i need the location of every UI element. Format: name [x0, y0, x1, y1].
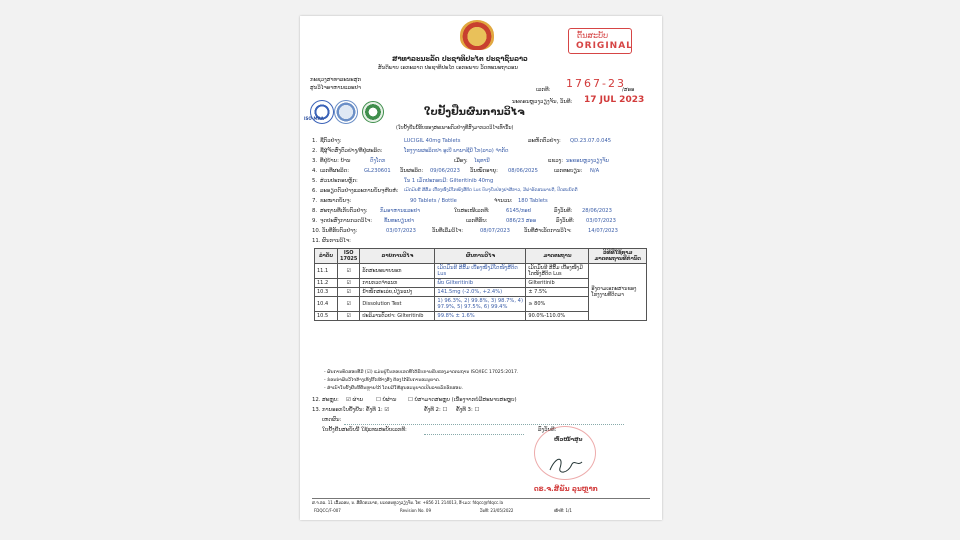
table-row: 10.5 ☑ ປະລິມານຕົວຢາ: Gilteritinib 99.8% ± 1.6% 90.0%-110.0% — [315, 312, 647, 321]
issuance-no: 13. — [312, 407, 321, 413]
replace-line — [424, 434, 524, 435]
document-subtitle: (ໃບຢັ້ງຢືນນີ້ຮັບຮອງສະເພາະຕົວຢ່າງທີ່ສົ່ງມາກວດວິໄຈເທົ່ານັ້ນ) — [396, 126, 514, 131]
replace-date-label: ລົງວັນທີ: — [538, 427, 557, 433]
note-1: - ຜົນການທົດສອບທີ່ມີ (☑) ແມ່ນຢູ່ໃນຂອບເຂດທີ່ໄດ້ຮັບການຮັບຮອງມາດຕະຖານ ISO/IEC 17025:2017. — [324, 370, 519, 375]
accreditation-logo-icon — [334, 100, 358, 124]
number-label: ເລກທີ: — [536, 87, 551, 93]
director-title: ຫົວໜ້າສູນ — [554, 437, 583, 443]
issuance-label: ການອອກໃບຢັ້ງຢືນ: ຄັ້ງທີ 1: ☑ — [322, 407, 390, 413]
replace-label: ໃບຢັ້ງຢືນສະບັບນີ້ ໃຊ້ແທນສະບັບເລກທີ: — [322, 427, 407, 433]
table-row: 10.3 ☑ ນ້ຳໜັກສະເລ່ຍ,ປ່ຽນແປງ 141.5mg (-2.0%, +2.4%) ± 7.5% — [315, 288, 647, 297]
footer-effective: ວັນທີ: 23/05/2022 — [480, 508, 514, 513]
number-suffix: /ສອອ — [622, 87, 635, 93]
date-label: ນະຄອນຫຼວງວຽງຈັນ, ວັນທີ: — [512, 99, 573, 105]
note-2: - ກ່ອນນຳຜົນວິໄຈຂ້າງເທິງນີ້ໄປອ້າງອີງ ຕ້ອງໄດ້ຮັບການອະນຸຍາດ. — [324, 378, 441, 383]
col-header-spec: ມາດຕະຖານ — [526, 249, 589, 264]
method-cell: ອີງຕາມເອກະສານຂອງໂຮງງານທີ່ຕິດມາ — [589, 264, 647, 321]
original-stamp: ຕົ້ນສະບັບ ORIGINAL — [568, 28, 632, 54]
iso-mra-label: ISO-MRA — [304, 116, 324, 121]
date-value: 17 JUL 2023 — [584, 95, 645, 105]
document-title: ໃບຢັ້ງຢືນຜົນການວິໄຈ — [424, 107, 525, 118]
table-header-row — [315, 249, 647, 264]
reason-line — [344, 424, 624, 425]
issuance-third: ຄັ້ງທີ 3: ☐ — [456, 407, 480, 413]
ministry: ກະຊວງສາທາລະນະສຸກ — [310, 77, 362, 83]
col-header-no: ລຳດັບ — [315, 249, 338, 264]
center-name: ສູນວິໄຈອາຫານແລະຢາ — [310, 85, 362, 91]
lab-logo-icon — [362, 101, 384, 123]
col-header-iso: ISO 17025 — [338, 249, 360, 264]
signatory-name: ດຣ.ຈ.ສີພັນ ລຸນຫຼາກ — [534, 485, 598, 493]
note-3: - ສຳເນົາໃບຢັ້ງຢືນນີ້ຄືນຫຼາຍໄດ້ ໂດຍມີໃຫ້ສູນອະນຸຍາດເປັນລາຍລັກອັກສອນ. — [324, 386, 463, 391]
col-header-item: ລາຍການວິໄຈ — [360, 249, 435, 264]
document-page: ຕົ້ນສະບັບ ORIGINAL ສາທາລະນະລັດ ປະຊາທິປະໄຕ ປະຊາຊົນລາວ ສັນຕິພາບ ເອກະລາດ ປະຊາທິປະໄຕ ເອກະພາບ ວັດທະນະຖາວອນ ກະຊວງສາທາລະນະສຸກ ສູນວິໄຈອາຫານແລະຢາ ເລກທີ: 1767-23 /ສອອ ນະຄອນຫຼວງວຽງຈັນ, ວັນທີ: 17 JUL 2023 ISO-MRA ໃບຢັ້ງຢືນຜົນການວິໄຈ (ໃບຢັ້ງຢືນນີ້ຮັບຮອງສະເພາະຕົວຢ່າງທີ່ສົ່ງມາກວດວິໄຈເທົ່ານັ້ນ) 1. ຊື່ຕົວຢ່າງ: LUCIGIL 40mg Tablets ລະຫັດຕົວຢ່າງ: QD.23.07.0.045 2. ຊື່ຜູ້ຈັດສົ່ງຕົວຢ່າງ/ທີ່ຢູ່ຜະລິດ: ໂຮງງານຜະລິດຢາ ອູເບີ ພານາຊີນີ ໂກ(ລາວ) ຈຳກັດ 3. ທີ່ຢູ່ບ້ານ: ບ້ານ ດົງໂດກ ເມືອງ: ໄຊທານີ ແຂວງ: ນະຄອນຫຼວງວຽງຈັນ 4. ເລກທີ່ຜະລິດ: GL230601 ວັນຜະລິດ: 09/06/2023 ວັນໝົດອາຍຸ: 08/06/2025 ເລກທະບຽນ: N/A 5. ສ່ວນປະກອບຫຼັກ: ໃນ 1 ເມັດປະກອບມີ: Gilteritinib 40mg 6. ລະອຽດຕົວຢ່າງແລະການບັນຈຸຫີບຫໍ່: ເມັດມົນຮີ ສີສົ້ມ ເບື້ອງໜຶ່ງມີໂຕໜັງສືຕິດ Lus ບັນຈຸໃນປ່ອງຢາສີຂາວ, ມີຝາອັດສະພາບດີ, ປິດສະນິດດີ 7. ຂະໜາດບັນຈຸ: 90 Tablets / Bottle ຈຳນວນ: 180 Tablets 8. ສະຖານທີ່ເກັບຕົວຢ່າງ: ກົມອາຫານແລະຢາ ໃບສະເໜີເລກທີ: 6145/ກອຢ ລົງວັນທີ: 28/06/2023 9. ຈຸດປະສົງການກວດວິໄຈ: ຂຶ້ນທະບຽນຢາ ເລກທີ່ຮັບ: 086/23 ສອອ ລົງວັນທີ: 03/07/2023 10. ວັນທີ່ຮັບຕົວຢ່າງ: 03/07/2023 ວັນທີ່ເລີ່ມວິໄຈ: 08/07/2023 ວັນທີ່ສຳເລັດການວິໄຈ: 14/07/2023 11. ຜົນການວິໄຈ: ລຳດັບ ISO 17025 ລາຍການວິໄຈ ຜົນການວິໄຈ ມາດຕະຖານ ວິທີທີ່ໃຊ້ຕາມມາດຕະຖານທີ່ກຳນົດ 11.1 ☑ ລັກສະນະພາຍນອກ ເມັດມົນຮີ ສີສົ້ມ ເບື້ອງໜຶ່ງມີໂຕໜັງສືຕິດ Lus ເມັດມົນຮີ ສີສົ້ມ ເບື້ອງໜຶ່ງມີໂຕໜັງສືຕິດ Lus ອີງຕາມເອກະສານຂອງໂຮງງານທີ່ຕິດມາ 11.2 ☑ ການກວດຈຳແນກ ພົບ Gilteritinib Gilteritinib 10.3 ☑ ນ້ຳໜັກສະເລ່ຍ,ປ່ຽນແປງ 141.5mg (-2.0%, +2.4%) ± 7.5% 10.4 ☑ Dissolution Test 1) 96.3%, 2) 99.8%, 3) 98.7%, 4) 97.9%, 5) 97.5%, 6) 99.4% ≥ 80% 10.5 ☑ ປະລິມານຕົວຢາ: Gilteritinib 99.8% ± 1.6% 90.0%-110.0% - ຜົນການທົດສອບທີ່ມີ (☑) ແມ່ນຢູ່ໃນຂອບເຂດທີ່ໄດ້ຮັບການຮັບຮອງມາດຕະຖານ ISO/IEC 17025:2017. - ກ່ອນນຳຜົນວິໄຈຂ້າງເທິງນີ້ໄປອ້າງອີງ ຕ້ອງໄດ້ຮັບການອະນຸຍາດ. - ສຳເນົາໃບຢັ້ງຢືນນີ້ຄືນຫຼາຍໄດ້ ໂດຍມີໃຫ້ສູນອະນຸຍາດເປັນລາຍລັກອັກສອນ. 12. ສະຫຼຸບ: ☑ ຜ່ານ ☐ ບໍ່ຜ່ານ ☐ ບໍ່ສາມາດສະຫຼຸບ (ເນື່ອງຈາກບໍ່ມີສະພາບສະຫຼຸບ) 13. ການອອກໃບຢັ້ງຢືນ: ຄັ້ງທີ 1: ☑ ຄັ້ງທີ 2: ☐ ຄັ້ງທີ 3: ☐ ເຫດຜົນ: ໃບຢັ້ງຢືນສະບັບນີ້ ໃຊ້ແທນສະບັບເລກທີ: ລົງວັນທີ: ຫົວໜ້າສູນ ດຣ.ຈ.ສີພັນ ລຸນຫຼາກ ສ.ຈ.ຂລ. 11 ເລີ້ມລອນ, ນ. ສີສັດຕະນາກ, ນະຄອນຫຼວງວຽງຈັນ. ໂທ: +856 21 214013, ອີ-ເມວ: fdqcc@fdqcc.la FDQCC/F-007 Revision No. 09 ວັນທີ: 23/05/2022 ໜ້າທີ: 1/1 — [300, 16, 662, 520]
table-row: 10.4 ☑ Dissolution Test 1) 96.3%, 2) 99.8%, 3) 98.7%, 4) 97.9%, 5) 97.5%, 6) 99.4% ≥ 80% — [315, 297, 647, 312]
results-table — [314, 248, 647, 321]
footer-address: ສ.ຈ.ຂລ. 11 ເລີ້ມລອນ, ນ. ສີສັດຕະນາກ, ນະຄອນຫຼວງວຽງຈັນ. ໂທ: +856 21 214013, ອີ-ເມວ: fdqcc@fdqcc.la — [312, 500, 504, 505]
signature-icon — [546, 452, 586, 478]
footer-code: FDQCC/F-007 — [314, 508, 341, 513]
issuance-second: ຄັ້ງທີ 2: ☐ — [424, 407, 448, 413]
national-emblem-icon — [460, 20, 494, 50]
footer-page: ໜ້າທີ: 1/1 — [554, 508, 572, 513]
header-line1: ສາທາລະນະລັດ ປະຊາທິປະໄຕ ປະຊາຊົນລາວ — [392, 55, 528, 63]
reason-label: ເຫດຜົນ: — [322, 417, 342, 423]
conclusion-fail: ☐ ບໍ່ຜ່ານ — [376, 397, 397, 403]
table-row: 11.1 ☑ ລັກສະນະພາຍນອກ ເມັດມົນຮີ ສີສົ້ມ ເບື້ອງໜຶ່ງມີໂຕໜັງສືຕິດ Lus ເມັດມົນຮີ ສີສົ້ມ ເບື້ອງໜຶ່ງມີໂຕໜັງສືຕິດ Lus ອີງຕາມເອກະສານຂອງໂຮງງານທີ່ຕິດມາ — [315, 264, 647, 279]
conclusion-pass: ☑ ຜ່ານ — [346, 397, 364, 403]
conclusion-label: ສະຫຼຸບ: — [322, 397, 339, 403]
footer-divider — [312, 498, 650, 499]
header-line2: ສັນຕິພາບ ເອກະລາດ ປະຊາທິປະໄຕ ເອກະພາບ ວັດທະນະຖາວອນ — [378, 65, 518, 71]
col-header-method: ວິທີທີ່ໃຊ້ຕາມມາດຕະຖານທີ່ກຳນົດ — [589, 249, 647, 264]
col-header-result: ຜົນການວິໄຈ — [435, 249, 526, 264]
footer-revision: Revision No. 09 — [400, 508, 431, 513]
conclusion-other: ☐ ບໍ່ສາມາດສະຫຼຸບ (ເນື່ອງຈາກບໍ່ມີສະພາບສະຫຼຸບ) — [408, 397, 517, 403]
number-value: 1767-23 — [566, 77, 626, 90]
conclusion-no: 12. — [312, 397, 321, 403]
table-row: 11.2 ☑ ການກວດຈຳແນກ ພົບ Gilteritinib Gilteritinib — [315, 279, 647, 288]
